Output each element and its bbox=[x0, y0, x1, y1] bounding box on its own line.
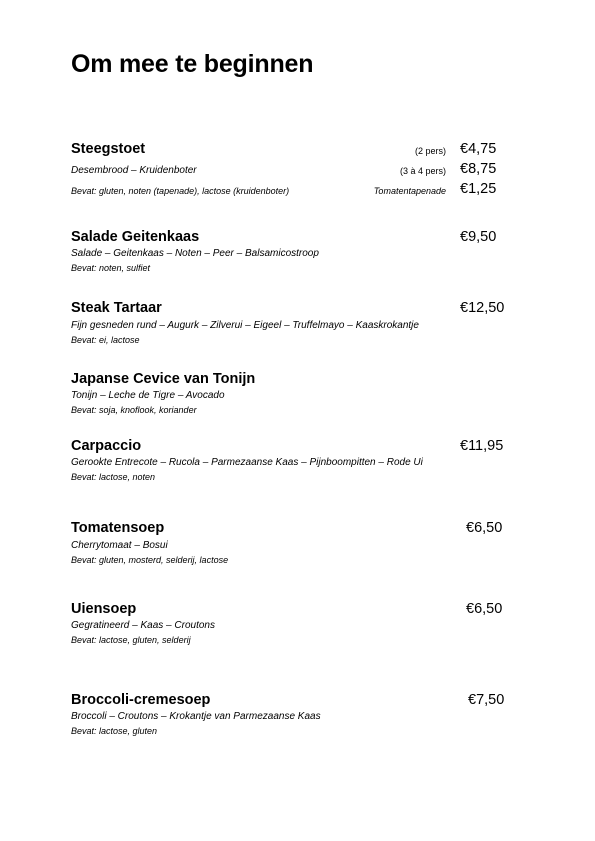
item-price: €6,50 bbox=[466, 520, 503, 536]
item-price: €11,95 bbox=[460, 438, 504, 454]
item-allergens: Bevat: lactose, gluten bbox=[71, 726, 158, 736]
item-description: Gegratineerd – Kaas – Croutons bbox=[71, 620, 215, 631]
item-description: Desembrood – Kruidenboter bbox=[71, 165, 197, 176]
item-description: Gerookte Entrecote – Rucola – Parmezaanse Kaas – Pijnboompitten – Rode Ui bbox=[71, 457, 423, 468]
item-price: €7,50 bbox=[468, 692, 505, 708]
option-note: Tomatentapenade bbox=[373, 186, 446, 196]
option-price: €8,75 bbox=[460, 161, 497, 177]
menu-item-japanse-cevice bbox=[71, 370, 531, 418]
item-description: Fijn gesneden rund – Augurk – Zilverui – Eigeel – Truffelmayo – Kaaskrokantje bbox=[71, 320, 419, 331]
item-price: €6,50 bbox=[466, 601, 503, 617]
menu-item-tomatensoep bbox=[71, 519, 531, 567]
item-description: Salade – Geitenkaas – Noten – Peer – Balsamicostroop bbox=[71, 248, 319, 259]
item-allergens: Bevat: noten, sulfiet bbox=[71, 263, 151, 273]
option-price: €4,75 bbox=[460, 141, 497, 157]
item-price: €9,50 bbox=[460, 229, 497, 245]
menu-item-broccoli-cremesoep bbox=[71, 691, 531, 739]
option-note: (3 à 4 pers) bbox=[399, 166, 446, 176]
item-description: Cherrytomaat – Bosui bbox=[71, 540, 168, 551]
item-description: Broccoli – Croutons – Krokantje van Parmezaanse Kaas bbox=[71, 711, 321, 722]
menu-item-steegstoet bbox=[71, 140, 531, 200]
item-allergens: Bevat: soja, knoflook, koriander bbox=[71, 405, 197, 415]
item-name: Japanse Cevice van Tonijn bbox=[71, 371, 256, 387]
menu-item-steak-tartaar bbox=[71, 299, 531, 347]
item-allergens: Bevat: ei, lactose bbox=[71, 335, 140, 345]
menu-item-uiensoep bbox=[71, 600, 531, 648]
item-name: Steak Tartaar bbox=[71, 300, 162, 316]
item-description: Tonijn – Leche de Tigre – Avocado bbox=[71, 390, 225, 401]
item-name: Uiensoep bbox=[71, 601, 137, 617]
item-name: Carpaccio bbox=[71, 438, 142, 454]
item-name: Salade Geitenkaas bbox=[71, 229, 200, 245]
option-price: €1,25 bbox=[460, 181, 497, 197]
item-allergens: Bevat: lactose, noten bbox=[71, 472, 156, 482]
item-allergens: Bevat: gluten, mosterd, selderij, lactose bbox=[71, 555, 229, 565]
item-name: Steegstoet bbox=[71, 141, 146, 157]
item-allergens: Bevat: gluten, noten (tapenade), lactose (kruidenboter) bbox=[71, 186, 290, 196]
menu-item-salade-geitenkaas bbox=[71, 228, 531, 276]
item-name: Tomatensoep bbox=[71, 520, 165, 536]
option-note: (2 pers) bbox=[414, 146, 446, 156]
item-name: Broccoli-cremesoep bbox=[71, 692, 211, 708]
menu-item-carpaccio bbox=[71, 437, 531, 485]
item-price: €12,50 bbox=[460, 300, 505, 316]
item-allergens: Bevat: lactose, gluten, selderij bbox=[71, 635, 191, 645]
page-title: Om mee te beginnen bbox=[71, 50, 314, 78]
